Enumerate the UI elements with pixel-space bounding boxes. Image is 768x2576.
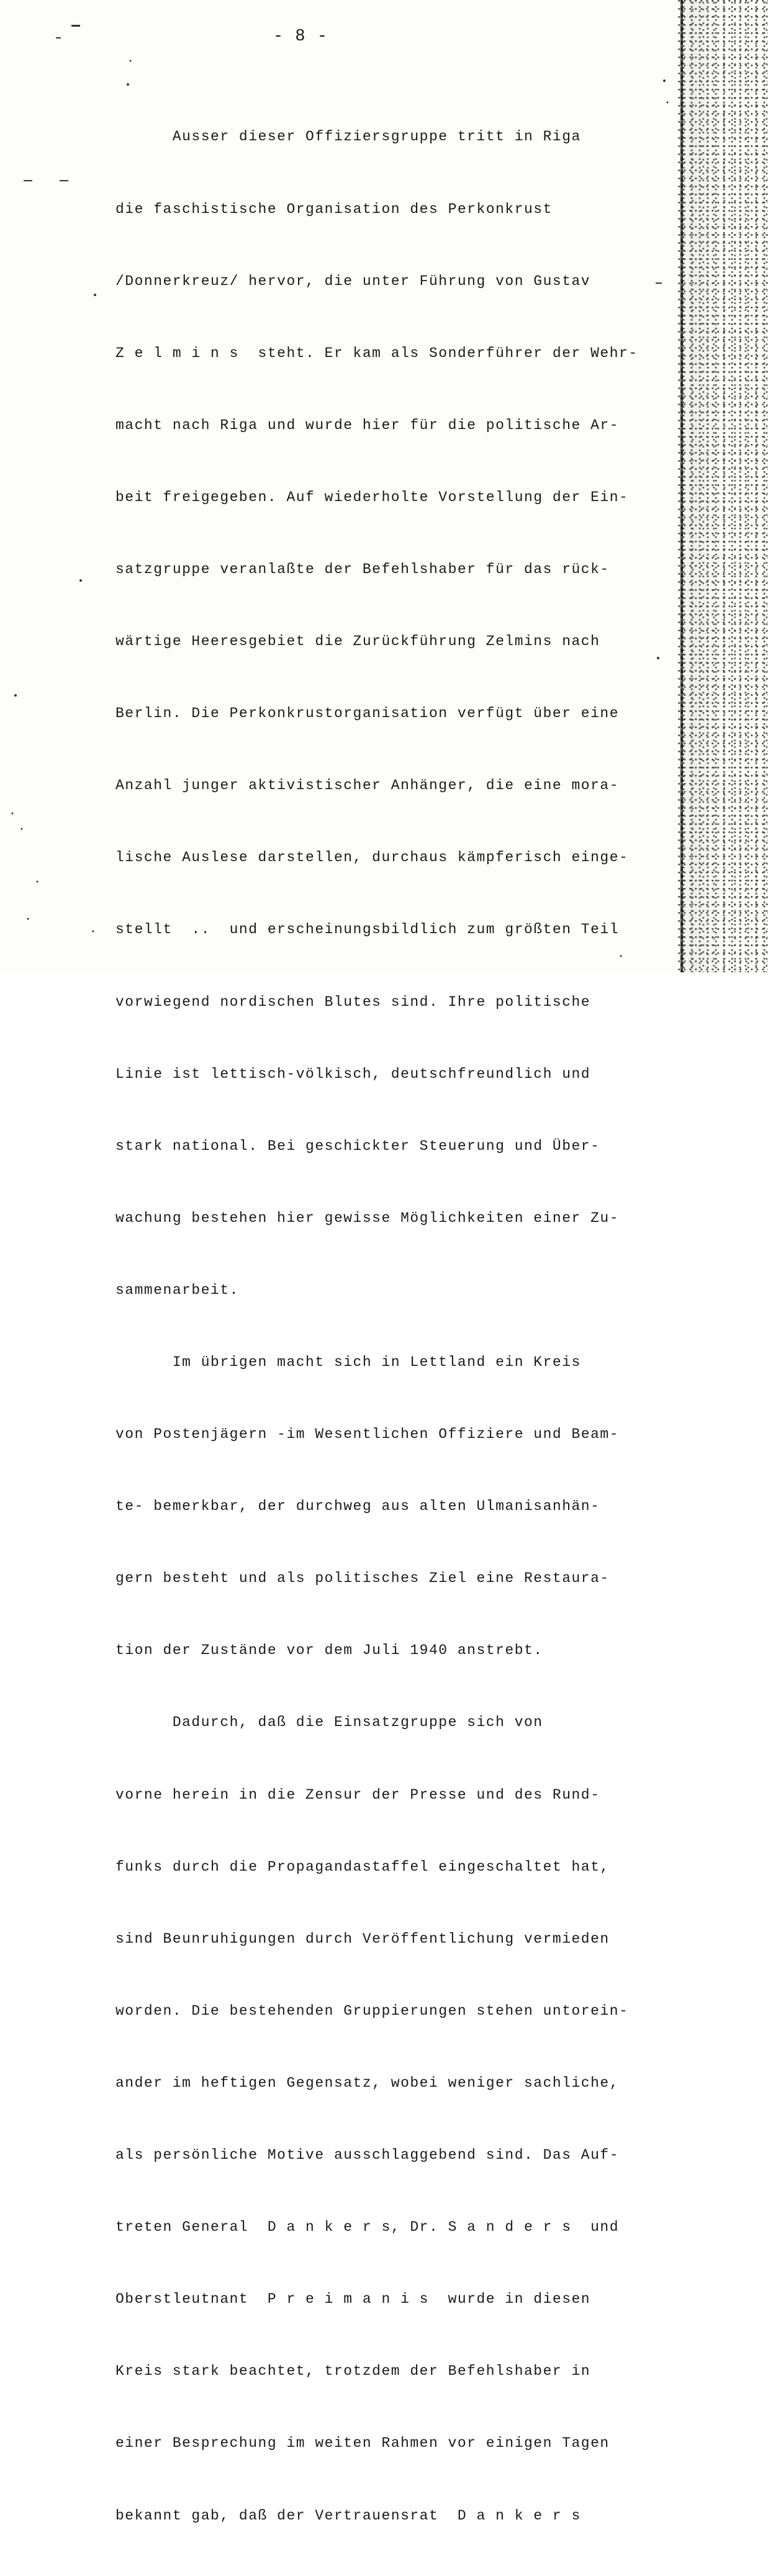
- text-line: Z e l m i n s steht. Er kam als Sonderführer der Wehr-: [115, 345, 638, 361]
- speck: [27, 918, 29, 920]
- text-line: sind Beunruhigungen durch Veröffentlichung vermieden: [115, 1930, 610, 1947]
- text-line: Dadurch, daß die Einsatzgruppe sich von: [115, 1714, 543, 1731]
- text-line: satzgruppe veranlaßte der Befehlshaber für das rück-: [115, 561, 610, 577]
- text-line: macht nach Riga und wurde hier für die politische Ar-: [115, 417, 620, 433]
- text-line: beit freigegeben. Auf wiederholte Vorstellung der Ein-: [115, 489, 629, 505]
- text-line: vorne herein in die Zensur der Presse und des Rund-: [115, 1786, 600, 1803]
- text-line: wachung bestehen hier gewisse Möglichkeiten einer Zu-: [115, 1209, 620, 1226]
- text-line: wärtige Heeresgebiet die Zurückführung Zelmins nach: [115, 633, 600, 650]
- text-line: funks durch die Propagandastaffel eingeschaltet hat,: [115, 1858, 610, 1875]
- text-line: einer Besprechung im weiten Rahmen vor einigen Tagen: [115, 2435, 610, 2452]
- text-line: te- bemerkbar, der durchweg aus alten Ulmanisanhän-: [115, 1498, 600, 1515]
- speck: [14, 694, 17, 697]
- text-line: stark national. Bei geschickter Steuerung und Über-: [115, 1137, 600, 1154]
- speck: [12, 813, 14, 815]
- photocopy-edge-line: [680, 0, 683, 993]
- text-line: vorwiegend nordischen Blutes sind. Ihre politische: [115, 993, 591, 1010]
- text-line: worden. Die bestehenden Gruppierungen stehen untorein-: [115, 2002, 629, 2019]
- text-line: /Donnerkreuz/ hervor, die unter Führung von Gustav: [115, 273, 591, 289]
- text-line: tion der Zustände vor dem Juli 1940 anstrebt.: [115, 1642, 543, 1659]
- text-line: Anzahl junger aktivistischer Anhänger, die eine mora-: [115, 777, 620, 794]
- speck: [56, 37, 61, 38]
- text-line: treten General D a n k e r s, Dr. S a n d e r s und: [115, 2219, 620, 2236]
- speck: [93, 931, 94, 933]
- scan-bottom-margin: [0, 972, 768, 993]
- text-line: Linie ist lettisch-völkisch, deutschfreundlich und: [115, 1065, 591, 1082]
- speck: [94, 294, 96, 296]
- text-line: die faschistische Organisation des Perkonkrust: [115, 201, 553, 217]
- speck: [130, 60, 132, 62]
- text-line: als persönliche Motive ausschlaggebend sind. Das Auf-: [115, 2147, 620, 2164]
- text-line: sammenarbeit.: [115, 1281, 239, 1298]
- text-line: ander im heftigen Gegensatz, wobei weniger sachliche,: [115, 2074, 620, 2091]
- speck: [21, 828, 23, 830]
- text-line: Im übrigen macht sich in Lettland ein Kreis: [115, 1354, 581, 1370]
- text-line: bekannt gab, daß der Vertrauensrat D a n k e r s: [115, 2507, 581, 2524]
- speck: [71, 25, 80, 27]
- photocopy-edge-noise: [678, 0, 768, 993]
- text-line: Berlin. Die Perkonkrustorganisation verfügt über eine: [115, 705, 620, 722]
- text-line: lische Auslese darstellen, durchaus kämpferisch einge-: [115, 849, 629, 866]
- speck: [24, 180, 32, 181]
- speck: [79, 579, 82, 582]
- text-line: Oberstleutnant P r e i m a n i s wurde in diesen: [115, 2291, 591, 2308]
- text-line: Kreis stark beachtet, trotzdem der Befehlshaber in: [115, 2363, 591, 2380]
- body-text: [115, 77, 674, 2576]
- text-line: stellt .. und erscheinungsbildlich zum größten Teil: [115, 921, 620, 938]
- page-number: - 8 -: [273, 27, 328, 46]
- speck: [60, 180, 68, 181]
- text-line: Ausser dieser Offiziersgruppe tritt in Riga: [115, 129, 581, 145]
- text-line: gern besteht und als politisches Ziel eine Restaura-: [115, 1570, 610, 1587]
- text-line: von Postenjägern -im Wesentlichen Offiziere und Beam-: [115, 1426, 620, 1443]
- speck: [37, 881, 38, 883]
